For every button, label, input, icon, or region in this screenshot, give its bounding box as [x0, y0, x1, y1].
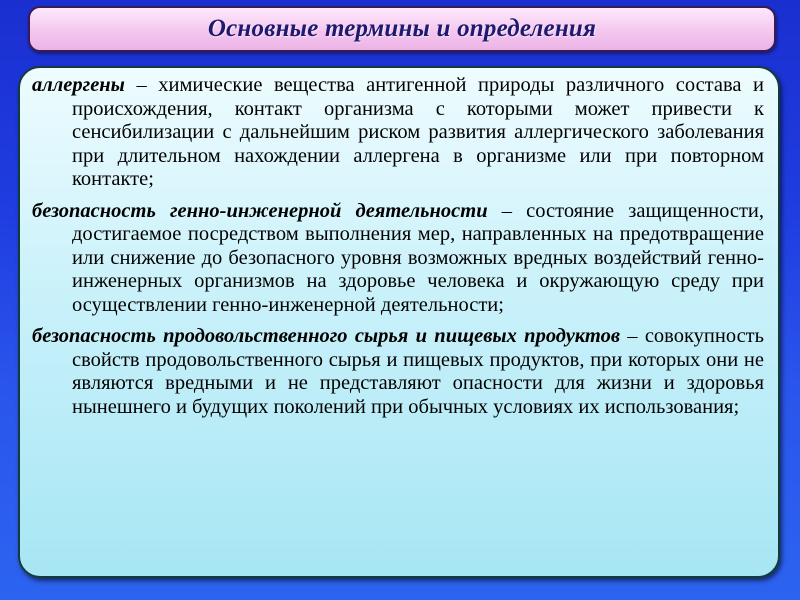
slide-title: Основные термины и определения — [207, 15, 597, 42]
term-name: безопасность продовольственного сырья и пищевых продуктов — [32, 325, 621, 347]
term-entry-genetic-engineering-safety — [32, 200, 764, 318]
term-definition: – химические вещества антигенной природы различного состава и происхождения, контакт организма с которыми может привести к сенсибилизации с дальнейшим риском развития аллергического заболевания при длительном нахождении аллергена в организме или при повторном контакте; — [72, 74, 764, 190]
term-entry-food-safety — [32, 325, 764, 419]
term-name: безопасность генно-инженерной деятельности — [32, 199, 488, 222]
term-entry-allergens — [32, 74, 764, 192]
term-definition: – совокупность свойств продовольственного сырья и пищевых продуктов, при которых они не являются вредными и не представляют опасности для жизни и здоровья нынешнего и будущих поколений при обычных условиях их использования; — [72, 325, 764, 418]
title-banner — [28, 6, 776, 52]
term-definition: – состояние защищенности, достигаемое посредством выполнения мер, направленных на предотвращение или снижение до безопасного уровня возможных вредных воздействий генно-инженерных организмов на здоровье человека и окружающую среду при осуществлении генно-инженерной деятельности; — [72, 199, 764, 316]
definitions-panel — [18, 66, 780, 578]
term-name: аллергены — [32, 74, 125, 96]
